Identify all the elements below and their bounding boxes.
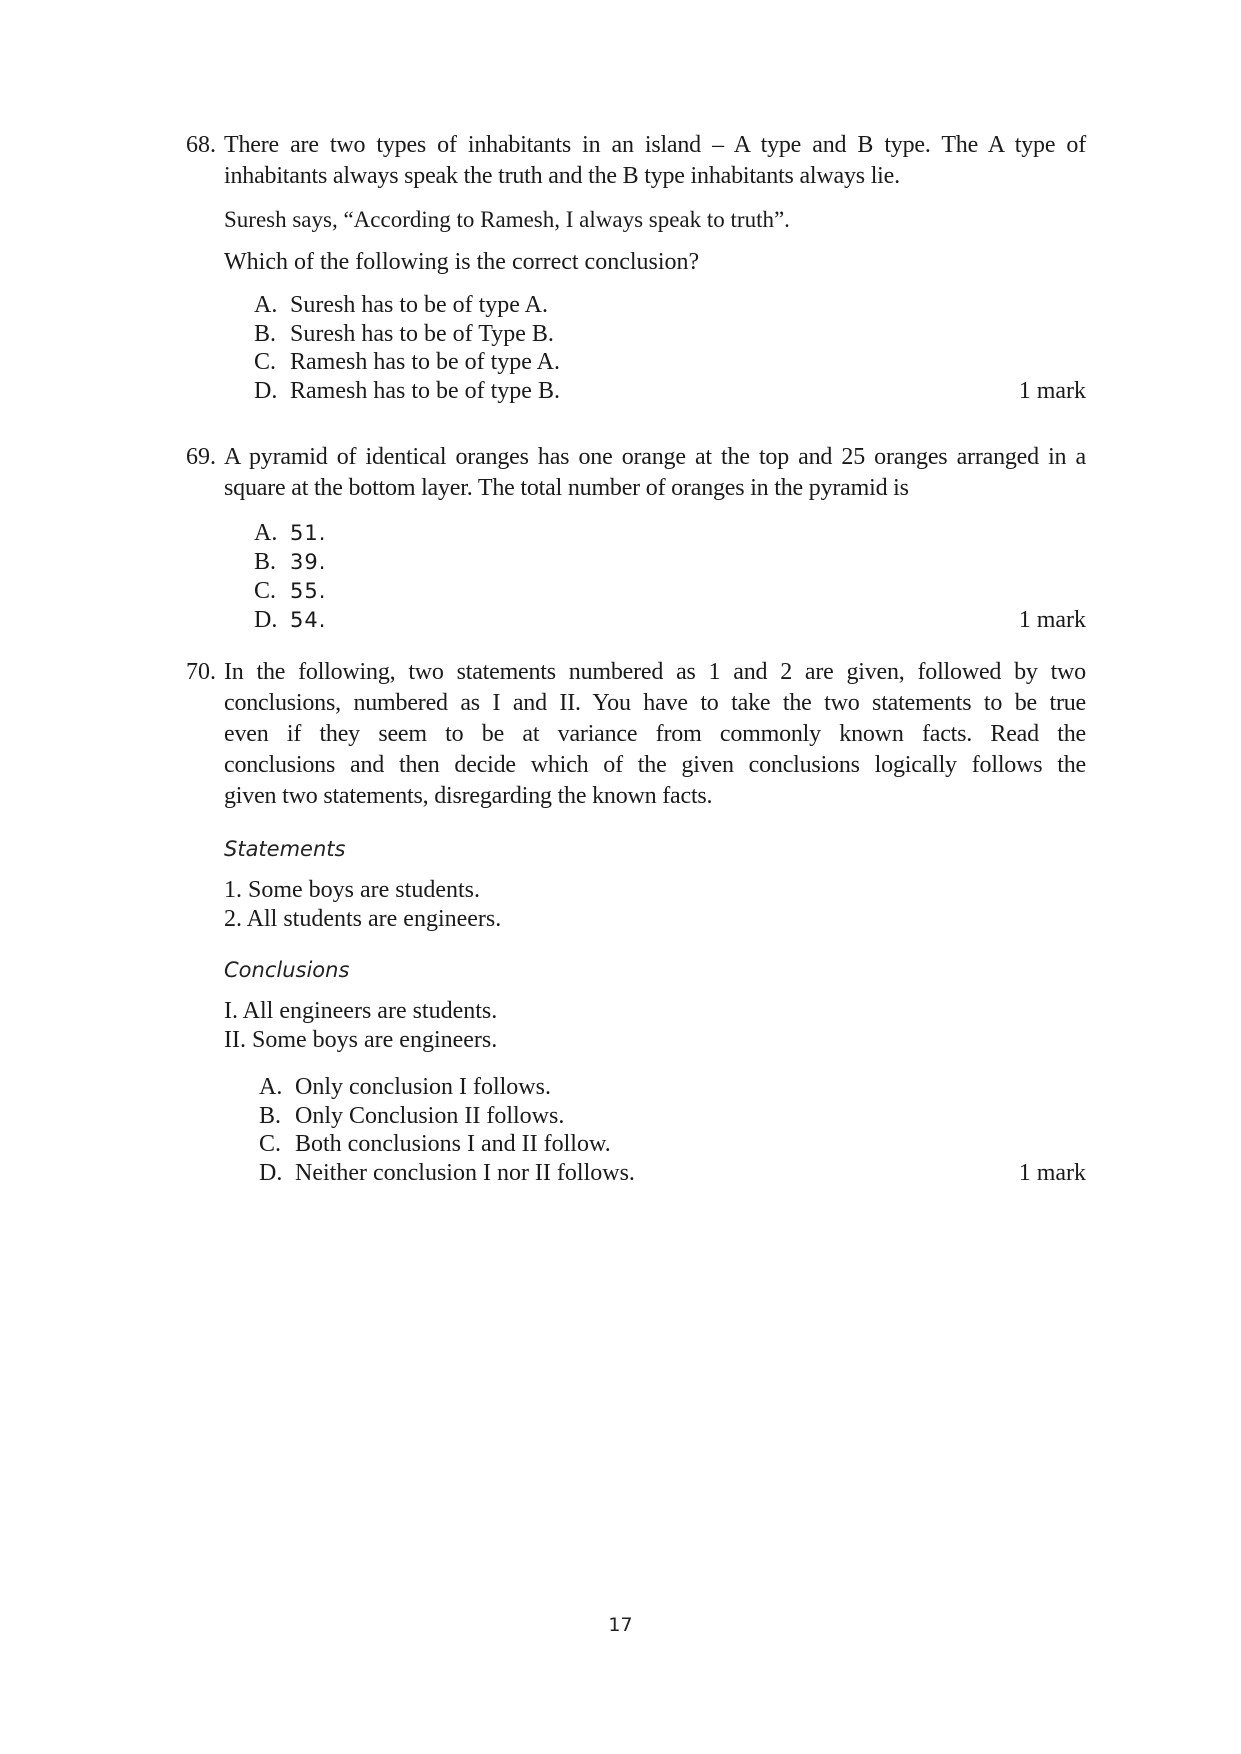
marks-label: 1 mark — [1018, 1159, 1086, 1186]
option-letter: B. — [254, 549, 277, 575]
option-b — [254, 319, 1086, 348]
options-list — [254, 518, 1086, 634]
question-70 — [186, 657, 1086, 1186]
option-a — [259, 1072, 1086, 1101]
question-text-line: conclusions, numbered as I and II. You have to take the two statements to be true — [224, 690, 1086, 716]
option-a — [254, 290, 1086, 319]
question-69 — [186, 442, 1086, 634]
question-number: 70. — [186, 659, 216, 685]
statements-heading: Statements — [224, 837, 346, 861]
question-text-line: In the following, two statements numbered as 1 and 2 are given, followed by two — [224, 659, 1086, 685]
question-text-line: There are two types of inhabitants in an island – A type and B type. The A type of — [224, 132, 1086, 158]
option-d — [254, 376, 1086, 405]
question-text-line: square at the bottom layer. The total number of oranges in the pyramid is — [224, 475, 909, 501]
question-text — [224, 442, 1086, 504]
option-a — [254, 518, 1086, 547]
option-text: Neither conclusion I nor II follows. — [295, 1159, 635, 1186]
marks-label: 1 mark — [1018, 377, 1086, 404]
question-prompt: Which of the following is the correct conclusion? — [224, 249, 700, 275]
option-b — [254, 547, 1086, 576]
question-number: 68. — [186, 132, 216, 158]
option-letter: A. — [254, 292, 278, 318]
question-text-line: inhabitants always speak the truth and the B type inhabitants always lie. — [224, 163, 900, 189]
option-letter: D. — [254, 607, 278, 633]
option-c — [254, 347, 1086, 376]
option-letter: D. — [259, 1159, 283, 1186]
options-list — [259, 1072, 1086, 1186]
option-text: 54. — [290, 608, 327, 632]
quote-text: Suresh says, “According to Ramesh, I always speak to truth”. — [224, 207, 790, 232]
option-letter: B. — [254, 320, 277, 347]
option-text: Only Conclusion II follows. — [295, 1102, 565, 1129]
question-69-stem — [186, 442, 1086, 504]
option-letter: C. — [254, 578, 277, 604]
statement-item: 2. All students are engineers. — [224, 906, 502, 932]
question-text — [224, 130, 1086, 192]
conclusion-item: II. Some boys are engineers. — [224, 1027, 498, 1053]
option-letter: C. — [259, 1131, 282, 1157]
option-letter: A. — [259, 1074, 283, 1100]
option-text: Ramesh has to be of type B. — [290, 377, 560, 404]
question-text-line: conclusions and then decide which of the given conclusions logically follows the — [224, 752, 1086, 778]
option-text: Ramesh has to be of type A. — [290, 349, 560, 375]
option-c — [254, 576, 1086, 605]
statements-list — [224, 875, 1086, 933]
option-letter: D. — [254, 377, 278, 404]
question-text-line: A pyramid of identical oranges has one orange at the top and 25 oranges arranged in a — [224, 444, 1086, 470]
option-letter: A. — [254, 520, 278, 546]
conclusions-heading: Conclusions — [224, 958, 350, 982]
options-list — [254, 290, 1086, 404]
option-text: 55. — [290, 579, 327, 603]
question-68 — [186, 130, 1086, 404]
question-text — [224, 657, 1086, 812]
question-70-stem — [186, 657, 1086, 812]
option-text: Both conclusions I and II follow. — [295, 1131, 611, 1157]
question-text-line: even if they seem to be at variance from commonly known facts. Read the — [224, 721, 1086, 747]
option-text: Suresh has to be of Type B. — [290, 320, 554, 347]
question-text-line: given two statements, disregarding the known facts. — [224, 783, 713, 809]
option-d — [254, 605, 1086, 634]
option-b — [259, 1101, 1086, 1130]
option-letter: C. — [254, 349, 277, 375]
question-number: 69. — [186, 444, 216, 470]
option-d — [259, 1158, 1086, 1187]
question-68-stem — [186, 130, 1086, 192]
option-text: 39. — [290, 550, 327, 574]
conclusions-list — [224, 996, 1086, 1054]
option-text: Only conclusion I follows. — [295, 1074, 551, 1100]
statement-item: 1. Some boys are students. — [224, 877, 480, 903]
option-text: Suresh has to be of type A. — [290, 292, 548, 318]
marks-label: 1 mark — [1018, 607, 1086, 633]
conclusion-item: I. All engineers are students. — [224, 998, 498, 1024]
page-number: 17 — [608, 1614, 633, 1636]
option-c — [259, 1129, 1086, 1158]
option-letter: B. — [259, 1102, 282, 1129]
option-text: 51. — [290, 521, 327, 545]
